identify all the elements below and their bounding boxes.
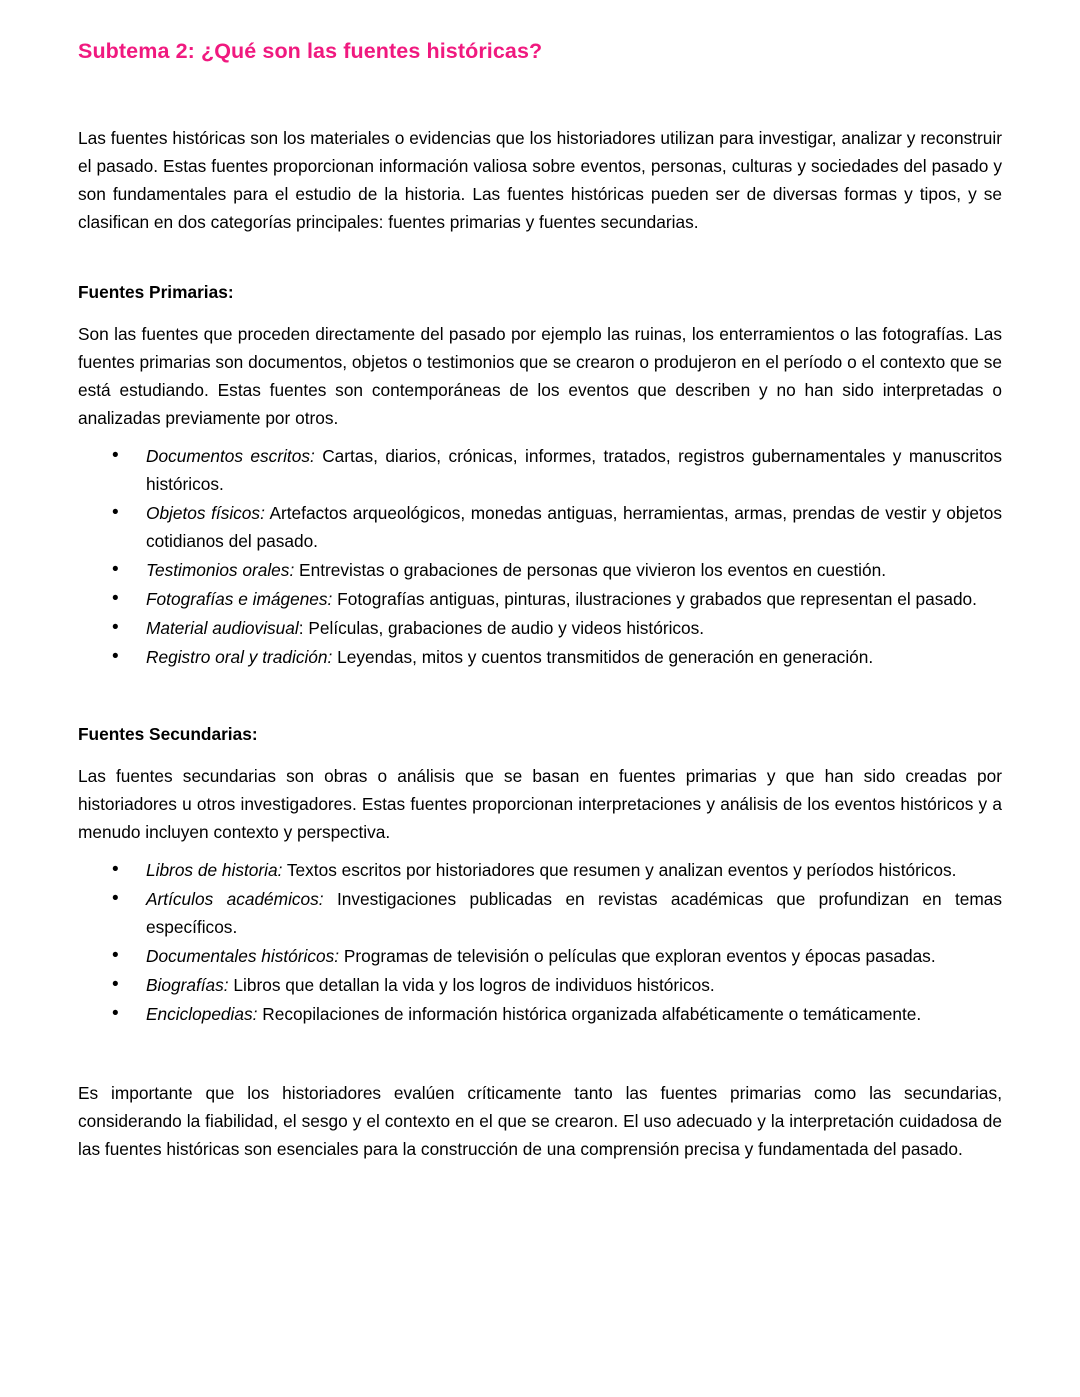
list-item-term: Artículos académicos: xyxy=(146,889,324,910)
list-item xyxy=(110,1000,1002,1028)
spacer xyxy=(78,748,1002,762)
list-item-text: Leyendas, mitos y cuentos transmitidos de generación en generación. xyxy=(332,647,874,668)
spacer xyxy=(78,236,1002,280)
page-title: Subtema 2: ¿Qué son las fuentes históricas? xyxy=(78,39,543,63)
list-item-text: Libros que detallan la vida y los logros de individuos históricos. xyxy=(228,975,715,996)
list-item xyxy=(110,942,1002,970)
list-item-term: Objetos físicos: xyxy=(146,503,265,524)
list-item-text: Programas de televisión o películas que exploran eventos y épocas pasadas. xyxy=(339,946,936,967)
list-item-text: : Películas, grabaciones de audio y videos históricos. xyxy=(298,618,705,639)
list-item-text: Fotografías antiguas, pinturas, ilustraciones y grabados que representan el pasado. xyxy=(332,589,977,610)
list-item-term: Enciclopedias: xyxy=(146,1004,258,1025)
list-item-term: Fotografías e imágenes: xyxy=(146,589,333,610)
list-item-term: Testimonios orales: xyxy=(146,560,295,581)
list-item-text: Entrevistas o grabaciones de personas que vivieron los eventos en cuestión. xyxy=(294,560,887,581)
closing-paragraph: Es importante que los historiadores evalúen críticamente tanto las fuentes primarias como las secundarias, considerando la fiabilidad, el sesgo y el contexto en el que se crearon. El uso adecuado y la interpretación cuidadosa de las fuentes históricas son esenciales para la construcción de una comprensión precisa y fundamentada del pasado. xyxy=(78,1083,1002,1160)
list-item-text: Textos escritos por historiadores que resumen y analizan eventos y períodos históricos. xyxy=(282,860,957,881)
list-item xyxy=(110,499,1002,555)
list-item xyxy=(110,614,1002,642)
list-item xyxy=(110,885,1002,941)
list-item xyxy=(110,856,1002,884)
list-primarias xyxy=(78,442,1002,671)
list-item xyxy=(110,971,1002,999)
intro-paragraph: Las fuentes históricas son los materiales o evidencias que los historiadores utilizan para investigar, analizar y reconstruir el pasado. Estas fuentes proporcionan información valiosa sobre eventos, personas, culturas y sociedades del pasado y son fundamentales para el estudio de la historia. Las fuentes históricas pueden ser de diversas formas y tipos, y se clasifican en dos categorías principales: fuentes primarias y fuentes secundarias. xyxy=(78,127,1002,232)
section-heading-secundarias: Fuentes Secundarias: xyxy=(78,724,258,745)
section-paragraph-secundarias: Las fuentes secundarias son obras o análisis que se basan en fuentes primarias y que han sido creadas por historiadores u otros investigadores. Estas fuentes proporcionan interpretaciones y análisis de los eventos históricos y a menudo incluyen contexto y perspectiva. xyxy=(78,766,1002,843)
list-item-term: Libros de historia: xyxy=(146,860,283,881)
list-item-term: Documentos escritos: xyxy=(146,446,315,466)
list-item-text: Investigaciones publicadas en revistas académicas que profundizan en temas específicos. xyxy=(146,889,1003,938)
list-item-text: Artefactos arqueológicos, monedas antiguas, herramientas, armas, prendas de vestir y objetos cotidianos del pasado. xyxy=(146,503,1002,552)
list-item xyxy=(110,585,1002,613)
list-item-term: Material audiovisual xyxy=(146,618,299,639)
list-item-term: Documentales históricos: xyxy=(146,946,340,967)
list-item-text: Recopilaciones de información histórica organizada alfabéticamente o temáticamente. xyxy=(257,1004,922,1025)
section-paragraph-primarias: Son las fuentes que proceden directamente del pasado por ejemplo las ruinas, los enterramientos o las fotografías. Las fuentes primarias son documentos, objetos o testimonios que se crearon o produjeron en el período o el contexto que se está estudiando. Estas fuentes son contemporáneas de los eventos que describen y no han sido interpretadas o analizadas previamente por otros. xyxy=(78,323,1002,428)
list-item xyxy=(110,556,1002,584)
list-item-term: Registro oral y tradición: xyxy=(146,647,333,668)
list-secundarias xyxy=(78,856,1002,1028)
spacer xyxy=(78,672,1002,722)
section-heading-primarias: Fuentes Primarias: xyxy=(78,282,234,302)
spacer xyxy=(78,1029,1002,1079)
list-item xyxy=(110,643,1002,671)
list-item-text: Cartas, diarios, crónicas, informes, tratados, registros gubernamentales y manuscritos históricos. xyxy=(146,446,1003,495)
list-item-term: Biografías: xyxy=(146,975,229,996)
list-item xyxy=(110,442,1002,498)
spacer xyxy=(78,306,1002,320)
spacer xyxy=(78,66,1002,124)
